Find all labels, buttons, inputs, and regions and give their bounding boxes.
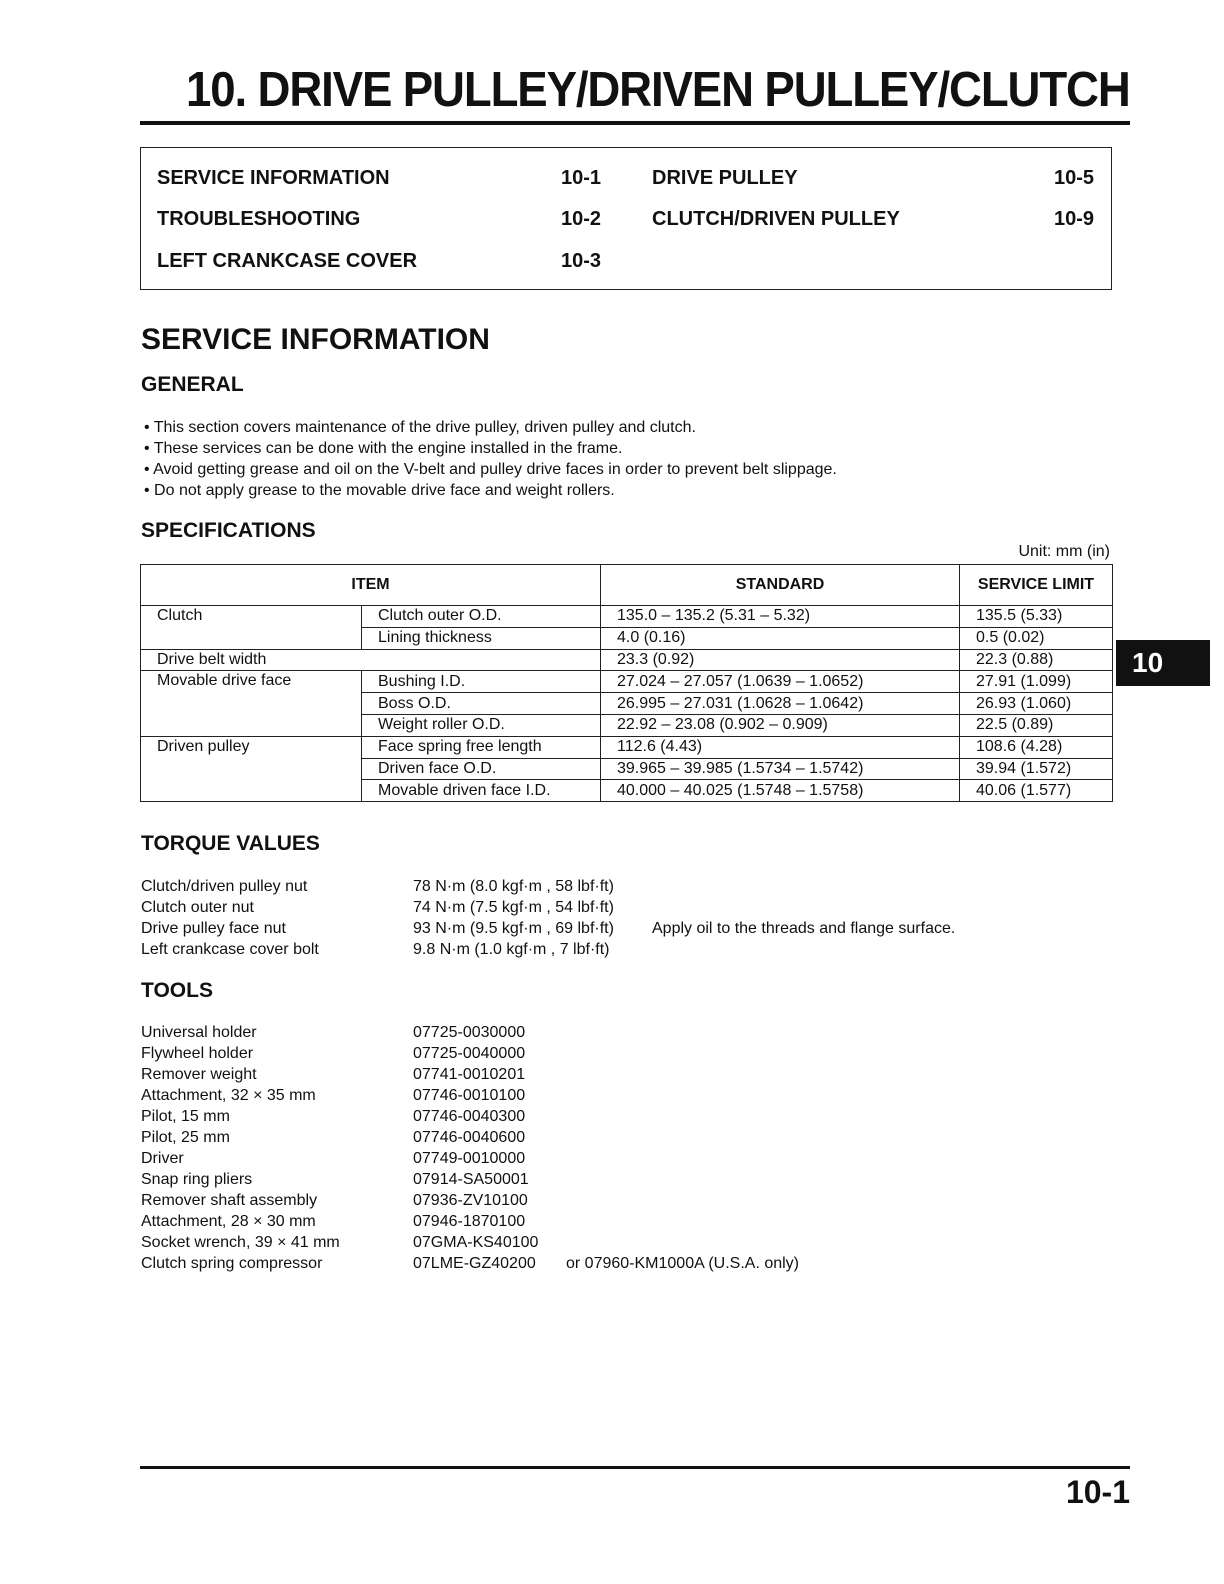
tool-number: 07741-0010201 <box>413 1066 526 1083</box>
tool-name: Pilot, 25 mm <box>141 1129 230 1146</box>
column-header-standard: STANDARD <box>601 565 960 606</box>
tool-name: Driver <box>141 1150 184 1167</box>
toc-label-clutch-driven-pulley[interactable]: CLUTCH/DRIVEN PULLEY <box>652 208 900 230</box>
tool-name: Clutch spring compressor <box>141 1255 323 1272</box>
tool-name: Attachment, 28 × 30 mm <box>141 1213 316 1230</box>
toc-page-left-crankcase-cover[interactable]: 10-3 <box>561 250 602 272</box>
bullet-item: • These services can be done with the engine installed in the frame. <box>144 440 623 457</box>
toc-label-drive-pulley[interactable]: DRIVE PULLEY <box>652 167 798 189</box>
torque-name: Clutch/driven pulley nut <box>141 878 308 895</box>
torque-name: Drive pulley face nut <box>141 920 286 937</box>
standard-cell: 22.92 – 23.08 (0.902 – 0.909) <box>601 714 960 736</box>
toc-page-service-information[interactable]: 10-1 <box>561 167 602 189</box>
tool-name: Flywheel holder <box>141 1045 254 1062</box>
specifications-heading: SPECIFICATIONS <box>141 519 316 542</box>
tool-note: or 07960-KM1000A (U.S.A. only) <box>566 1255 800 1272</box>
sub-item-cell: Bushing I.D. <box>362 671 601 693</box>
tool-number: 07746-0040300 <box>413 1108 526 1125</box>
bullet-item: • Avoid getting grease and oil on the V-belt and pulley drive faces in order to prevent belt slippage. <box>144 461 837 478</box>
specifications-table <box>140 564 1113 802</box>
section-heading: SERVICE INFORMATION <box>141 323 490 356</box>
limit-cell: 22.5 (0.89) <box>960 714 1113 736</box>
sub-item-cell: Face spring free length <box>362 736 601 758</box>
tool-number: 07746-0040600 <box>413 1129 526 1146</box>
sub-item-cell: Lining thickness <box>362 627 601 649</box>
sub-item-cell: Driven face O.D. <box>362 758 601 780</box>
tool-name: Universal holder <box>141 1024 257 1041</box>
torque-values-heading: TORQUE VALUES <box>141 832 320 855</box>
torque-value: 74 N·m (7.5 kgf·m , 54 lbf·ft) <box>413 899 614 916</box>
tool-number: 07725-0040000 <box>413 1045 526 1062</box>
footer-rule <box>140 1466 1130 1469</box>
limit-cell: 22.3 (0.88) <box>960 649 1113 671</box>
tool-name: Remover weight <box>141 1066 257 1083</box>
column-header-item: ITEM <box>141 565 601 606</box>
standard-cell: 23.3 (0.92) <box>601 649 960 671</box>
standard-cell: 27.024 – 27.057 (1.0639 – 1.0652) <box>601 671 960 693</box>
sub-item-cell: Weight roller O.D. <box>362 714 601 736</box>
limit-cell: 0.5 (0.02) <box>960 627 1113 649</box>
standard-cell: 39.965 – 39.985 (1.5734 – 1.5742) <box>601 758 960 780</box>
tools-heading: TOOLS <box>141 979 213 1002</box>
sub-item-cell: Clutch outer O.D. <box>362 606 601 628</box>
page-number: 10-1 <box>1065 1474 1130 1510</box>
sub-item-cell: Movable driven face I.D. <box>362 780 601 802</box>
limit-cell: 39.94 (1.572) <box>960 758 1113 780</box>
torque-value: 9.8 N·m (1.0 kgf·m , 7 lbf·ft) <box>413 941 610 958</box>
general-bullet-list <box>144 417 1044 501</box>
item-cell: Driven pulley <box>141 736 362 801</box>
sub-item-cell: Boss O.D. <box>362 693 601 715</box>
table-row <box>141 649 1113 671</box>
bullet-item: • Do not apply grease to the movable drive face and weight rollers. <box>144 482 615 499</box>
tool-name: Remover shaft assembly <box>141 1192 318 1209</box>
torque-name: Clutch outer nut <box>141 899 254 916</box>
standard-cell: 40.000 – 40.025 (1.5748 – 1.5758) <box>601 780 960 802</box>
torque-name: Left crankcase cover bolt <box>141 941 319 958</box>
limit-cell: 40.06 (1.577) <box>960 780 1113 802</box>
tools-list <box>141 1023 1041 1278</box>
standard-cell: 112.6 (4.43) <box>601 736 960 758</box>
tool-number: 07914-SA50001 <box>413 1171 529 1188</box>
torque-values-list <box>141 877 1041 967</box>
toc-page-clutch-driven-pulley[interactable]: 10-9 <box>1054 208 1095 230</box>
tool-name: Attachment, 32 × 35 mm <box>141 1087 316 1104</box>
standard-cell: 4.0 (0.16) <box>601 627 960 649</box>
toc-page-drive-pulley[interactable]: 10-5 <box>1054 167 1095 189</box>
table-row <box>141 606 1113 628</box>
table-row <box>141 736 1113 758</box>
tool-name: Socket wrench, 39 × 41 mm <box>141 1234 340 1251</box>
limit-cell: 27.91 (1.099) <box>960 671 1113 693</box>
toc-label-troubleshooting[interactable]: TROUBLESHOOTING <box>157 208 361 230</box>
chapter-tab: 10 <box>1116 640 1210 686</box>
tool-number: 07946-1870100 <box>413 1213 526 1230</box>
item-cell: Movable drive face <box>141 671 362 736</box>
tool-number: 07749-0010000 <box>413 1150 526 1167</box>
title-rule <box>140 121 1130 125</box>
item-cell: Clutch <box>141 606 362 650</box>
limit-cell: 135.5 (5.33) <box>960 606 1113 628</box>
tool-number: 07GMA-KS40100 <box>413 1234 539 1251</box>
tool-number: 07746-0010100 <box>413 1087 526 1104</box>
torque-note: Apply oil to the threads and flange surface. <box>652 920 956 937</box>
table-row <box>141 671 1113 693</box>
chapter-title: 10. DRIVE PULLEY/DRIVEN PULLEY/CLUTCH <box>186 63 1130 117</box>
tool-number: 07LME-GZ40200 <box>413 1255 536 1272</box>
standard-cell: 26.995 – 27.031 (1.0628 – 1.0642) <box>601 693 960 715</box>
table-header-row <box>141 565 1113 606</box>
item-cell: Drive belt width <box>141 649 601 671</box>
bullet-item: • This section covers maintenance of the drive pulley, driven pulley and clutch. <box>144 419 696 436</box>
limit-cell: 26.93 (1.060) <box>960 693 1113 715</box>
toc-label-service-information[interactable]: SERVICE INFORMATION <box>157 167 390 189</box>
unit-note: Unit: mm (in) <box>1018 543 1110 560</box>
torque-value: 93 N·m (9.5 kgf·m , 69 lbf·ft) <box>413 920 614 937</box>
toc-label-left-crankcase-cover[interactable]: LEFT CRANKCASE COVER <box>157 250 418 272</box>
limit-cell: 108.6 (4.28) <box>960 736 1113 758</box>
toc-page-troubleshooting[interactable]: 10-2 <box>561 208 602 230</box>
tool-number: 07725-0030000 <box>413 1024 526 1041</box>
column-header-service-limit: SERVICE LIMIT <box>960 565 1113 606</box>
tool-name: Snap ring pliers <box>141 1171 253 1188</box>
contents-box <box>140 147 1112 290</box>
standard-cell: 135.0 – 135.2 (5.31 – 5.32) <box>601 606 960 628</box>
tool-number: 07936-ZV10100 <box>413 1192 528 1209</box>
general-heading: GENERAL <box>141 373 244 396</box>
tool-name: Pilot, 15 mm <box>141 1108 230 1125</box>
torque-value: 78 N·m (8.0 kgf·m , 58 lbf·ft) <box>413 878 614 895</box>
